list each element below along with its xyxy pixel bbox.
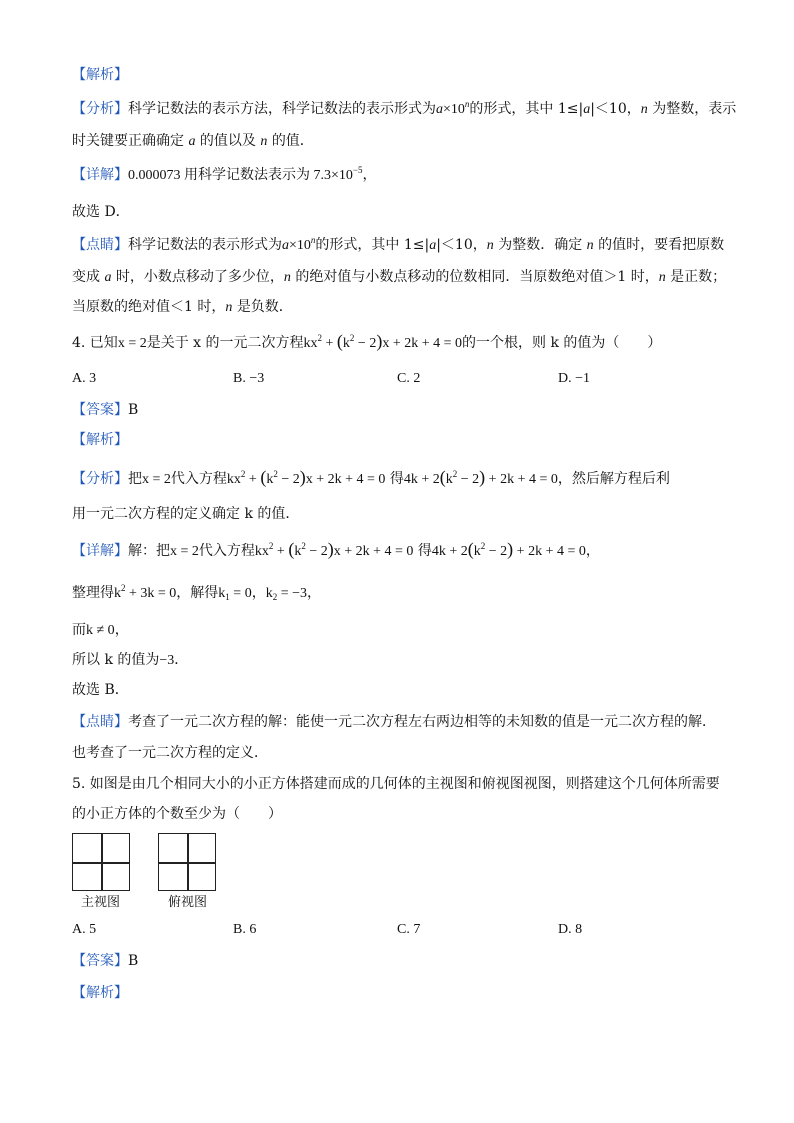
q4-detail-line-1: 【详解】解：把x = 2代入方程$kx^2 + (k^2 - 2)x + 2k + 4 = 0$ 得$4k + 2(k^2 - 2) + 2k + 4 = 0$， bbox=[72, 539, 600, 559]
q4-option-c[interactable]: C. 2 bbox=[397, 371, 421, 386]
q4-option-d[interactable]: D. −1 bbox=[558, 371, 591, 386]
q4-detail-line-4: 所以 k 的值为−3． bbox=[72, 652, 189, 668]
top-view-figure bbox=[158, 833, 216, 891]
q5-option-a[interactable]: A. 5 bbox=[72, 922, 97, 937]
q3-comment-line-3: 当原数的绝对值＜1 时，n 是负数． bbox=[72, 299, 293, 315]
q5-option-d[interactable]: D. 8 bbox=[558, 922, 583, 937]
q4-answer: 【答案】B bbox=[72, 402, 139, 418]
q5-option-b[interactable]: B. 6 bbox=[233, 922, 257, 937]
q5-jiexi-heading: 【解析】 bbox=[72, 985, 128, 1001]
q5-option-c[interactable]: C. 7 bbox=[397, 922, 421, 937]
top-view-caption: 俯视图 bbox=[168, 895, 208, 910]
q5-stem-line-1: 5. 如图是由几个相同大小的小正方体搭建而成的几何体的主视图和俯视图视图，则搭建这个几何体所需要 bbox=[72, 776, 720, 792]
front-view-figure bbox=[72, 833, 130, 891]
q4-comment-line-2: 也考查了一元二次方程的定义． bbox=[72, 745, 268, 761]
q3-choice: 故选 D． bbox=[72, 204, 130, 220]
q4-analysis-line-1: 【分析】把x = 2代入方程$kx^2 + (k^2 - 2)x + 2k + 4 = 0$ 得$4k + 2(k^2 - 2) + 2k + 4 = 0$，然后解方程后利 bbox=[72, 467, 670, 487]
q5-answer: 【答案】B bbox=[72, 953, 139, 969]
q4-comment-line-1: 【点睛】考查了一元二次方程的解：能使一元二次方程左右两边相等的未知数的值是一元二次方程的解． bbox=[72, 714, 716, 730]
q4-detail-line-2: 整理得$k^2 + 3k = 0$，解得$k_1 = 0$，$k_2 = -3$， bbox=[72, 583, 321, 602]
q4-detail-line-3: 而k ≠ 0， bbox=[72, 622, 129, 638]
q3-analysis-line-1: 【分析】科学记数法的表示方法，科学记数法的表示形式为$a\times 10^n$的形式，其中 1≤|a|＜10，n 为整数，表示 bbox=[72, 99, 737, 117]
q3-comment-line-1: 【点睛】科学记数法的表示形式为$a\times 10^n$的形式，其中 1≤|a|＜10，n 为整数．确定 n 的值时，要看把原数 bbox=[72, 235, 725, 253]
front-view-caption: 主视图 bbox=[81, 895, 121, 910]
q4-analysis-line-2: 用一元二次方程的定义确定 k 的值． bbox=[72, 506, 300, 522]
q3-detail: 【详解】0.000073 用科学记数法表示为 $7.3\times 10^{-5}$， bbox=[72, 165, 377, 183]
q4-option-a[interactable]: A. 3 bbox=[72, 371, 97, 386]
q5-stem-line-2: 的小正方体的个数至少为（ ） bbox=[72, 806, 282, 822]
q3-comment-line-2: 变成 a 时，小数点移动了多少位，n 的绝对值与小数点移动的位数相同．当原数绝对值＞1 时，n 是正数； bbox=[72, 269, 727, 285]
q4-choice: 故选 B． bbox=[72, 682, 129, 698]
q4-stem: 4. 已知x = 2是关于 x 的一元二次方程$kx^2 + (k^2 - 2)x + 2k + 4 = 0$的一个根，则 k 的值为（ ） bbox=[72, 331, 662, 351]
q4-jiexi-heading: 【解析】 bbox=[72, 432, 128, 448]
jiexi-heading: 【解析】 bbox=[72, 67, 128, 83]
q3-analysis-line-2: 时关键要正确确定 a 的值以及 n 的值． bbox=[72, 133, 314, 149]
q4-option-b[interactable]: B. −3 bbox=[233, 371, 265, 386]
